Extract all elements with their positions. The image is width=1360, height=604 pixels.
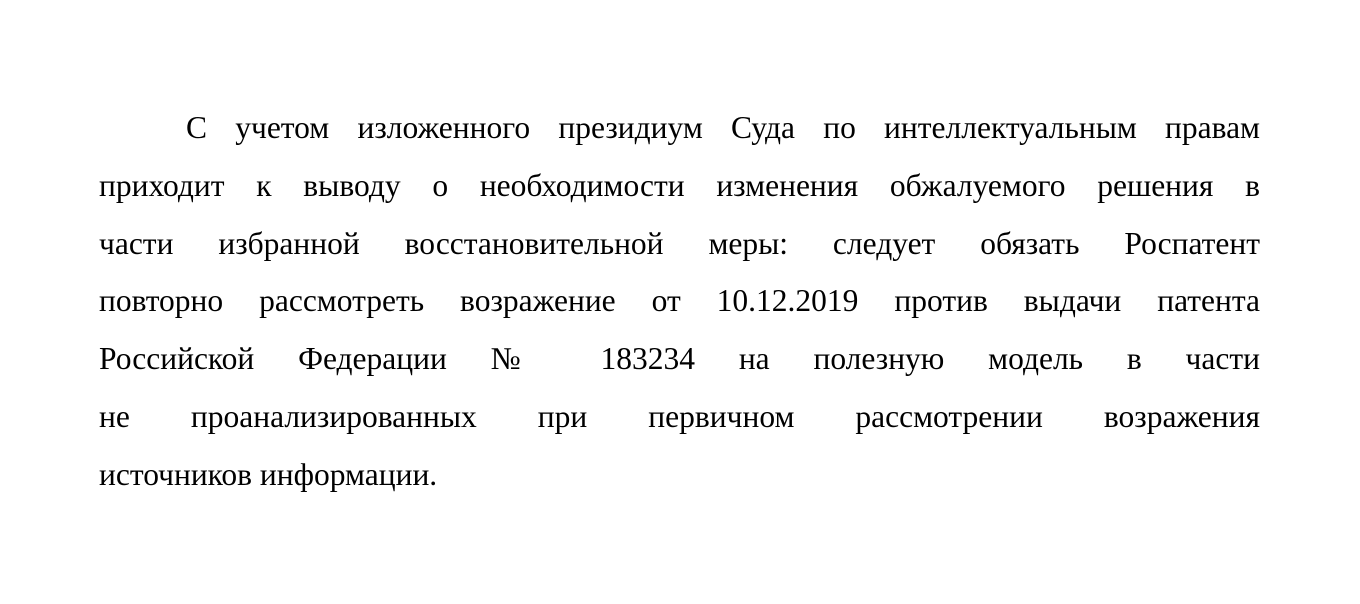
paragraph-line: Российской Федерации № 183234 на полезную модель в части [99,341,1260,377]
paragraph-line: С учетом изложенного президиум Суда по интеллектуальным правам [186,110,1260,145]
body-paragraph [99,103,1260,508]
paragraph-line: источников информации. [99,456,438,492]
paragraph-line: части избранной восстановительной меры: следует обязать Роспатент [99,225,1260,261]
paragraph-line: повторно рассмотреть возражение от 10.12.2019 против выдачи патента [99,283,1260,319]
paragraph-line: приходит к выводу о необходимости изменения обжалуемого решения в [99,167,1260,203]
paragraph-line: не проанализированных при первичном рассмотрении возражения [99,398,1260,434]
